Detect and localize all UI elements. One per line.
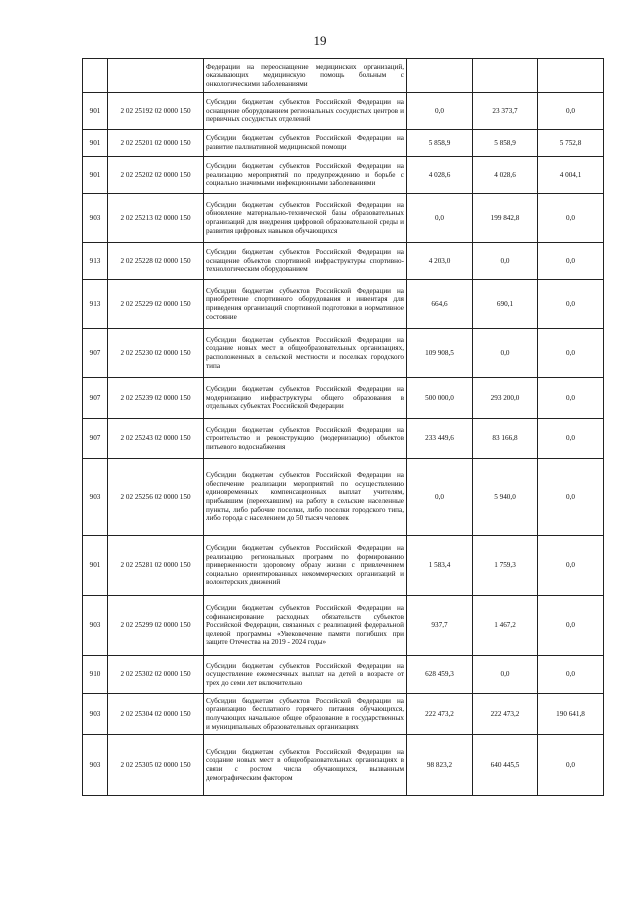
budget-code-cell: 2 02 25202 02 0000 150	[108, 157, 204, 194]
admin-code-cell: 903	[83, 459, 108, 536]
table-body	[83, 59, 604, 796]
amount-year3-cell: 5 752,8	[538, 130, 604, 157]
amount-year2-cell: 23 373,7	[473, 93, 538, 130]
amount-year3-cell: 0,0	[538, 419, 604, 459]
description-cell: Субсидии бюджетам субъектов Российской Федерации на развитие паллиативной медицинской помощи	[204, 130, 407, 157]
amount-year1-cell: 664,6	[407, 280, 473, 329]
table-row	[83, 329, 604, 378]
admin-code-cell: 901	[83, 93, 108, 130]
amount-year1-cell	[407, 59, 473, 93]
description-cell: Субсидии бюджетам субъектов Российской Федерации на обновление материально-технической базы образовательных организаций для внедрения цифровой образовательной среды и развития цифровых навыков обучающихся	[204, 194, 407, 243]
amount-year2-cell: 690,1	[473, 280, 538, 329]
budget-code-cell: 2 02 25239 02 0000 150	[108, 378, 204, 419]
description-cell: Субсидии бюджетам субъектов Российской Федерации на создание новых мест в общеобразовательных организациях, расположенных в сельской местности и поселках городского типа	[204, 329, 407, 378]
description-cell: Субсидии бюджетам субъектов Российской Федерации на осуществление ежемесячных выплат на детей в возрасте от трех до семи лет включительно	[204, 656, 407, 694]
description-cell: Субсидии бюджетам субъектов Российской Федерации на оснащение объектов спортивной инфраструктуры спортивно-технологическим оборудованием	[204, 243, 407, 280]
table-row	[83, 130, 604, 157]
admin-code-cell: 901	[83, 157, 108, 194]
admin-code-cell: 913	[83, 280, 108, 329]
budget-code-cell	[108, 59, 204, 93]
table-row	[83, 157, 604, 194]
budget-code-cell: 2 02 25230 02 0000 150	[108, 329, 204, 378]
amount-year2-cell: 222 473,2	[473, 694, 538, 735]
admin-code-cell: 903	[83, 596, 108, 656]
amount-year2-cell: 640 445,5	[473, 735, 538, 796]
budget-code-cell: 2 02 25304 02 0000 150	[108, 694, 204, 735]
admin-code-cell: 903	[83, 194, 108, 243]
table-row	[83, 459, 604, 536]
amount-year2-cell: 1 759,3	[473, 536, 538, 596]
amount-year2-cell: 4 028,6	[473, 157, 538, 194]
budget-code-cell: 2 02 25256 02 0000 150	[108, 459, 204, 536]
amount-year1-cell: 222 473,2	[407, 694, 473, 735]
amount-year2-cell: 0,0	[473, 656, 538, 694]
budget-code-cell: 2 02 25229 02 0000 150	[108, 280, 204, 329]
amount-year1-cell: 937,7	[407, 596, 473, 656]
table-row	[83, 596, 604, 656]
amount-year3-cell: 190 641,8	[538, 694, 604, 735]
amount-year1-cell: 5 858,9	[407, 130, 473, 157]
admin-code-cell	[83, 59, 108, 93]
budget-code-cell: 2 02 25299 02 0000 150	[108, 596, 204, 656]
table-row	[83, 194, 604, 243]
admin-code-cell: 907	[83, 378, 108, 419]
budget-code-cell: 2 02 25305 02 0000 150	[108, 735, 204, 796]
description-cell: Субсидии бюджетам субъектов Российской Федерации на организацию бесплатного горячего питания обучающихся, получающих начальное общее образование в государственных и муниципальных образовательных организациях	[204, 694, 407, 735]
amount-year1-cell: 98 823,2	[407, 735, 473, 796]
admin-code-cell: 907	[83, 419, 108, 459]
table-row	[83, 536, 604, 596]
description-cell: Субсидии бюджетам субъектов Российской Федерации на софинансирование расходных обязательств субъектов Российской Федерации, связанных с реализацией федеральной целевой программы «Увековечение памяти погибших при защите Отечества на 2019 - 2024 годы»	[204, 596, 407, 656]
amount-year3-cell: 0,0	[538, 280, 604, 329]
table-row	[83, 93, 604, 130]
amount-year1-cell: 1 583,4	[407, 536, 473, 596]
amount-year3-cell: 0,0	[538, 194, 604, 243]
amount-year3-cell: 0,0	[538, 536, 604, 596]
amount-year3-cell: 0,0	[538, 459, 604, 536]
amount-year3-cell	[538, 59, 604, 93]
amount-year1-cell: 0,0	[407, 459, 473, 536]
budget-code-cell: 2 02 25302 02 0000 150	[108, 656, 204, 694]
amount-year3-cell: 4 004,1	[538, 157, 604, 194]
admin-code-cell: 907	[83, 329, 108, 378]
table-row	[83, 280, 604, 329]
description-cell: Субсидии бюджетам субъектов Российской Федерации на оснащение оборудованием региональных сосудистых центров и первичных сосудистых отделений	[204, 93, 407, 130]
budget-code-cell: 2 02 25228 02 0000 150	[108, 243, 204, 280]
admin-code-cell: 901	[83, 130, 108, 157]
page-number: 19	[313, 33, 327, 48]
amount-year2-cell: 1 467,2	[473, 596, 538, 656]
amount-year1-cell: 4 028,6	[407, 157, 473, 194]
amount-year3-cell: 0,0	[538, 735, 604, 796]
table-row	[83, 419, 604, 459]
amount-year3-cell: 0,0	[538, 243, 604, 280]
amount-year2-cell: 293 200,0	[473, 378, 538, 419]
amount-year2-cell: 0,0	[473, 243, 538, 280]
description-cell: Субсидии бюджетам субъектов Российской Федерации на приобретение спортивного оборудования и инвентаря для приведения организаций спортивной подготовки в нормативное состояние	[204, 280, 407, 329]
budget-code-cell: 2 02 25201 02 0000 150	[108, 130, 204, 157]
amount-year2-cell: 199 842,8	[473, 194, 538, 243]
admin-code-cell: 901	[83, 536, 108, 596]
amount-year3-cell: 0,0	[538, 656, 604, 694]
amount-year3-cell: 0,0	[538, 596, 604, 656]
table-row	[83, 243, 604, 280]
amount-year2-cell: 5 940,0	[473, 459, 538, 536]
description-cell: Субсидии бюджетам субъектов Российской Федерации на реализацию мероприятий по предупреждению и борьбе с социально значимыми инфекционными заболеваниями	[204, 157, 407, 194]
amount-year2-cell: 5 858,9	[473, 130, 538, 157]
budget-code-cell: 2 02 25243 02 0000 150	[108, 419, 204, 459]
budget-code-cell: 2 02 25192 02 0000 150	[108, 93, 204, 130]
admin-code-cell: 910	[83, 656, 108, 694]
description-cell: Субсидии бюджетам субъектов Российской Федерации на строительство и реконструкцию (модернизацию) объектов питьевого водоснабжения	[204, 419, 407, 459]
amount-year3-cell: 0,0	[538, 329, 604, 378]
table-row	[83, 694, 604, 735]
description-cell: Субсидии бюджетам субъектов Российской Федерации на обеспечение реализации мероприятий по осуществлению единовременных компенсационных выплат учителям, прибывшим (переехавшим) на работу в сельские населенные пункты, либо рабочие поселки, либо поселки городского типа, либо города с населением до 50 тысяч человек	[204, 459, 407, 536]
table-row	[83, 735, 604, 796]
amount-year1-cell: 628 459,3	[407, 656, 473, 694]
description-cell: Субсидии бюджетам субъектов Российской Федерации на модернизацию инфраструктуры общего образования в отдельных субъектах Российской Федерации	[204, 378, 407, 419]
amount-year3-cell: 0,0	[538, 93, 604, 130]
table-row	[83, 656, 604, 694]
table-row	[83, 59, 604, 93]
amount-year1-cell: 233 449,6	[407, 419, 473, 459]
revenue-table	[82, 58, 604, 796]
budget-code-cell: 2 02 25213 02 0000 150	[108, 194, 204, 243]
amount-year1-cell: 109 908,5	[407, 329, 473, 378]
amount-year2-cell	[473, 59, 538, 93]
amount-year1-cell: 4 203,0	[407, 243, 473, 280]
budget-code-cell: 2 02 25281 02 0000 150	[108, 536, 204, 596]
admin-code-cell: 903	[83, 694, 108, 735]
admin-code-cell: 903	[83, 735, 108, 796]
admin-code-cell: 913	[83, 243, 108, 280]
amount-year1-cell: 0,0	[407, 93, 473, 130]
description-cell: Федерации на переоснащение медицинских организаций, оказывающих медицинскую помощь больным с онкологическими заболеваниями	[204, 59, 407, 93]
amount-year1-cell: 500 000,0	[407, 378, 473, 419]
amount-year1-cell: 0,0	[407, 194, 473, 243]
amount-year2-cell: 83 166,8	[473, 419, 538, 459]
amount-year2-cell: 0,0	[473, 329, 538, 378]
description-cell: Субсидии бюджетам субъектов Российской Федерации на реализацию региональных программ по формированию приверженности здоровому образу жизни с привлечением социально ориентированных некоммерческих организаций и волонтерских движений	[204, 536, 407, 596]
description-cell: Субсидии бюджетам субъектов Российской Федерации на создание новых мест в общеобразовательных организациях в связи с ростом числа обучающихся, вызванным демографическим фактором	[204, 735, 407, 796]
amount-year3-cell: 0,0	[538, 378, 604, 419]
table-row	[83, 378, 604, 419]
